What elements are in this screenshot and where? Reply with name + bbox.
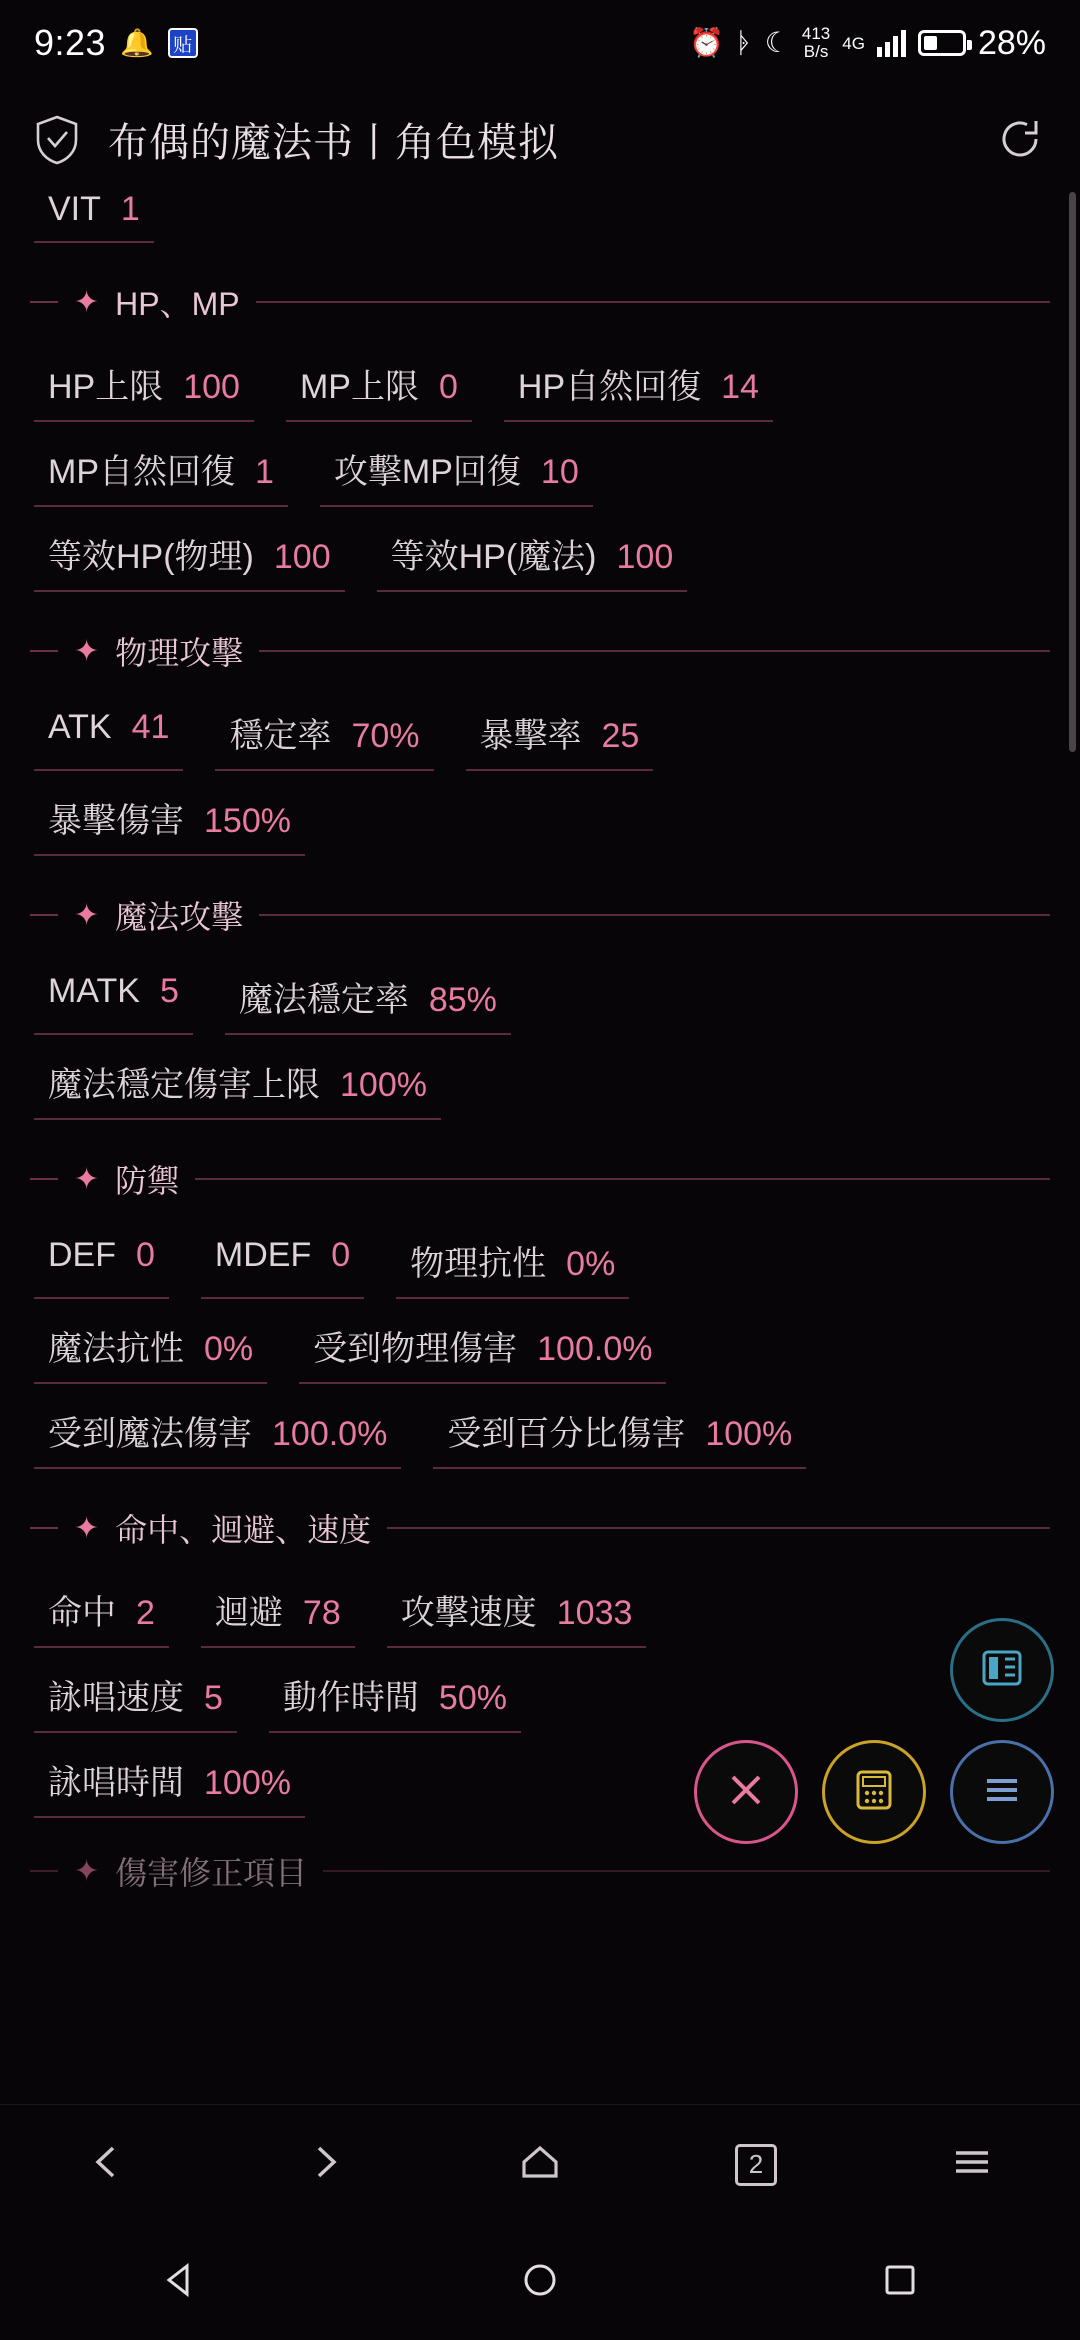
stat-field-physical-resist[interactable] <box>396 1228 629 1299</box>
sparkle-icon: ✦ <box>74 1162 100 1196</box>
stat-value: 78 <box>302 1594 341 1632</box>
section-dash <box>30 1178 58 1180</box>
section-header-physical-attack <box>0 628 1080 674</box>
stat-value: 2 <box>136 1594 155 1632</box>
stat-field-percent-damage-taken[interactable] <box>433 1398 806 1469</box>
battery-icon <box>918 30 966 56</box>
stat-row <box>0 1228 1080 1299</box>
section-header-defense <box>0 1156 1080 1202</box>
browser-nav-bar <box>0 2104 1080 2224</box>
stat-row <box>0 1049 1080 1120</box>
stat-label: MATK <box>48 972 140 1010</box>
stat-value: 5 <box>204 1679 223 1717</box>
stat-label: MP上限 <box>299 368 419 406</box>
stat-value: 100% <box>340 1066 427 1104</box>
stat-field-dodge[interactable] <box>201 1577 355 1648</box>
sparkle-icon: ✦ <box>74 1511 100 1545</box>
reload-icon[interactable] <box>994 113 1046 165</box>
stat-row <box>0 521 1080 592</box>
stat-label: 受到魔法傷害 <box>48 1415 252 1453</box>
app-bar <box>0 86 1080 192</box>
stat-field-cast-speed[interactable] <box>34 1662 237 1733</box>
hamburger-icon <box>949 2142 995 2187</box>
stat-value: 1 <box>255 453 274 491</box>
stat-field-magic-stability[interactable] <box>225 964 511 1035</box>
browser-menu-button[interactable] <box>912 2115 1032 2215</box>
stat-label: ATK <box>48 708 112 746</box>
sparkle-icon: ✦ <box>74 285 100 319</box>
alarm-icon: ⏰ <box>689 27 724 58</box>
section-rule <box>259 650 1050 652</box>
stat-row <box>0 700 1080 771</box>
stat-field-attack-speed[interactable] <box>387 1577 647 1648</box>
bell-icon: 🔔 <box>120 27 154 58</box>
stat-label: 攻擊MP回復 <box>333 453 521 491</box>
stat-value: 1033 <box>556 1594 633 1632</box>
tieba-badge-icon: 贴 <box>168 28 198 58</box>
section-header-hit-dodge-speed <box>0 1505 1080 1551</box>
calculator-button[interactable] <box>822 1740 926 1844</box>
chevron-left-icon <box>86 2140 130 2189</box>
sparkle-icon: ✦ <box>74 898 100 932</box>
stat-row <box>0 1577 1080 1648</box>
stat-value: 70% <box>351 717 420 755</box>
section-title: 物理攻擊 <box>115 635 244 671</box>
signal-bars-icon <box>877 29 906 57</box>
stat-field-crit-damage[interactable] <box>34 785 305 856</box>
stat-value: 100 <box>616 538 674 576</box>
stat-row <box>0 1662 1080 1733</box>
stat-label: 命中 <box>48 1594 116 1632</box>
page-title: 布偶的魔法书丨角色模拟 <box>108 120 559 165</box>
section-title: 防禦 <box>115 1163 180 1199</box>
browser-forward-button[interactable] <box>264 2115 384 2215</box>
stat-row <box>0 785 1080 856</box>
stat-value: 85% <box>428 981 497 1019</box>
stat-value: 0% <box>566 1245 616 1283</box>
section-rule <box>256 301 1050 303</box>
section-dash <box>30 301 58 303</box>
stat-field-mdef[interactable] <box>201 1228 364 1299</box>
stat-field-cast-time[interactable] <box>34 1747 305 1818</box>
section-header-hp-mp <box>0 279 1080 325</box>
section-rule <box>195 1178 1050 1180</box>
menu-lines-icon <box>979 1770 1025 1815</box>
stat-field-effective-hp-magic[interactable] <box>377 521 688 592</box>
battery-percent: 28% <box>977 23 1046 62</box>
stat-field-mp-regen[interactable] <box>34 436 288 507</box>
stat-row <box>0 351 1080 422</box>
stat-value: 25 <box>601 717 640 755</box>
stat-label: 魔法穩定率 <box>238 981 409 1019</box>
stat-row <box>0 1398 1080 1469</box>
section-header-magic-attack <box>0 892 1080 938</box>
stat-label: MP自然回復 <box>48 453 235 491</box>
stat-field-stability[interactable] <box>215 700 433 771</box>
network-type-text: 4G <box>842 33 865 53</box>
panel-layout-button[interactable] <box>950 1618 1054 1722</box>
stat-field-attack-mp-regen[interactable] <box>320 436 593 507</box>
stat-field-hit[interactable] <box>34 1577 169 1648</box>
stat-label: 暴擊率 <box>479 717 582 755</box>
stat-label: 攻擊速度 <box>400 1594 537 1632</box>
stat-label: VIT <box>48 192 101 228</box>
stat-value: 41 <box>131 708 170 746</box>
section-rule <box>387 1527 1050 1529</box>
section-rule <box>323 1870 1050 1872</box>
stat-value: 0 <box>136 1236 155 1274</box>
status-bar-right <box>689 24 1046 63</box>
network-speed-value: 413 <box>801 24 831 43</box>
stat-value: 10 <box>540 453 579 491</box>
stat-row <box>0 964 1080 1035</box>
close-button[interactable] <box>694 1740 798 1844</box>
stat-label: DEF <box>48 1236 116 1274</box>
shield-check-icon <box>34 114 80 164</box>
stat-value: 5 <box>159 972 179 1010</box>
stat-value: 50% <box>438 1679 507 1717</box>
stat-field-def[interactable] <box>34 1228 169 1299</box>
bluetooth-icon: ᚧ <box>735 27 753 58</box>
calculator-icon <box>851 1767 897 1818</box>
stat-field-vit[interactable] <box>34 192 154 243</box>
stat-label: 魔法抗性 <box>48 1330 184 1368</box>
close-icon <box>724 1768 768 1817</box>
section-rule <box>259 914 1050 916</box>
stat-label: MDEF <box>214 1236 312 1274</box>
sparkle-icon: ✦ <box>74 1854 100 1888</box>
browser-home-button[interactable] <box>480 2115 600 2215</box>
section-title: 傷害修正項目 <box>115 1855 308 1891</box>
section-title: 魔法攻擊 <box>115 899 244 935</box>
network-speed <box>802 25 830 61</box>
stat-value: 150% <box>204 802 291 840</box>
do-not-disturb-icon: ☾ <box>764 27 790 58</box>
stat-value: 100 <box>183 368 240 406</box>
stat-label: 迴避 <box>214 1594 283 1632</box>
stat-value: 1 <box>120 192 140 228</box>
stat-value: 14 <box>721 368 759 406</box>
stat-label: 詠唱時間 <box>48 1764 184 1802</box>
stat-value: 0 <box>438 368 458 406</box>
stat-field-effective-hp-physical[interactable] <box>34 521 345 592</box>
stat-label: 魔法穩定傷害上限 <box>48 1066 320 1104</box>
stat-value: 0 <box>331 1236 351 1274</box>
browser-tabs-button[interactable] <box>696 2115 816 2215</box>
stat-label: 詠唱速度 <box>48 1679 184 1717</box>
stat-field-crit-rate[interactable] <box>466 700 654 771</box>
stat-value: 100% <box>705 1415 793 1453</box>
section-header-damage-correction <box>0 1848 1080 1894</box>
stat-label: 等效HP(物理) <box>48 538 254 576</box>
section-title: 命中、迴避、速度 <box>115 1512 372 1548</box>
stat-row <box>0 192 1080 243</box>
square-recents-icon <box>880 2260 920 2305</box>
status-bar <box>0 0 1080 86</box>
stat-field-matk[interactable] <box>34 964 193 1035</box>
stat-field-physical-damage-taken[interactable] <box>299 1313 666 1384</box>
triangle-back-icon <box>160 2260 200 2305</box>
stat-label: 物理抗性 <box>410 1245 547 1283</box>
network-speed-unit: B/s <box>803 42 829 61</box>
stat-value: 100.0% <box>537 1330 653 1368</box>
sparkle-icon: ✦ <box>74 634 100 668</box>
system-home-button[interactable] <box>465 2237 615 2327</box>
section-dash <box>30 914 58 916</box>
stat-value: 100.0% <box>272 1415 388 1453</box>
section-dash <box>30 650 58 652</box>
stat-label: 受到物理傷害 <box>313 1330 518 1368</box>
stat-field-mp-max[interactable] <box>286 351 472 422</box>
stat-field-magic-resist[interactable] <box>34 1313 267 1384</box>
stat-label: 等效HP(魔法) <box>390 538 597 576</box>
stat-value: 100% <box>204 1764 291 1802</box>
section-dash <box>30 1527 58 1529</box>
stat-row <box>0 1313 1080 1384</box>
stat-label: HP自然回復 <box>517 368 702 406</box>
chevron-right-icon <box>302 2140 346 2189</box>
stat-value: 100 <box>273 538 331 576</box>
stat-field-motion-time[interactable] <box>269 1662 521 1733</box>
stat-row <box>0 436 1080 507</box>
section-title: HP、MP <box>115 286 240 322</box>
stat-label: 受到百分比傷害 <box>447 1415 686 1453</box>
stat-field-magic-damage-taken[interactable] <box>34 1398 401 1469</box>
browser-back-button[interactable] <box>48 2115 168 2215</box>
system-back-button[interactable] <box>105 2237 255 2327</box>
stat-label: 動作時間 <box>282 1679 419 1717</box>
stat-field-hp-regen[interactable] <box>504 351 773 422</box>
status-bar-left <box>34 22 198 64</box>
home-icon <box>516 2140 564 2189</box>
panel-layout-icon <box>979 1645 1025 1696</box>
system-recents-button[interactable] <box>825 2237 975 2327</box>
network-type-label <box>842 35 865 52</box>
section-dash <box>30 1870 58 1872</box>
scrollbar[interactable] <box>1069 192 1076 752</box>
system-nav-bar <box>0 2224 1080 2340</box>
stat-label: 暴擊傷害 <box>48 802 184 840</box>
stat-value: 0% <box>204 1330 254 1368</box>
status-clock: 9:23 <box>34 22 107 63</box>
stat-label: HP上限 <box>48 368 164 406</box>
stat-field-magic-stable-damage-cap[interactable] <box>34 1049 441 1120</box>
tab-count-badge: 2 <box>735 2144 777 2186</box>
circle-home-icon <box>520 2260 560 2305</box>
stat-label: 穩定率 <box>229 717 332 755</box>
stat-field-hp-max[interactable] <box>34 351 254 422</box>
menu-button[interactable] <box>950 1740 1054 1844</box>
stat-field-atk[interactable] <box>34 700 183 771</box>
